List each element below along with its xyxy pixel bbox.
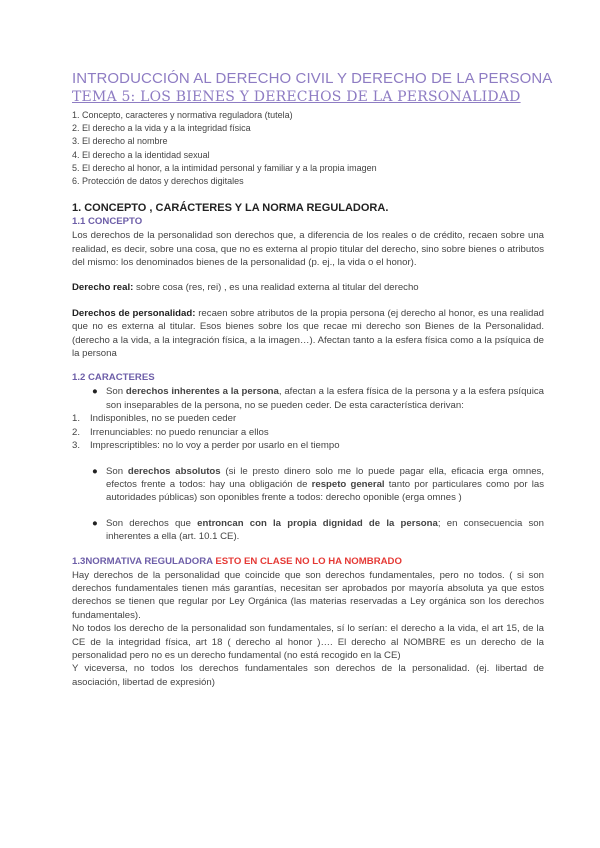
derecho-real-label: Derecho real: (72, 282, 134, 294)
topic-subtitle: TEMA 5: LOS BIENES Y DERECHOS DE LA PERSONALIDAD (72, 89, 521, 105)
numbered-item (72, 439, 544, 452)
subsection-heading-caracteres: 1.2 CARACTERES (72, 372, 155, 384)
bullet-icon: ● (92, 517, 98, 529)
normativa-heading-text: 1.3NORMATIVA REGULADORA (72, 555, 213, 567)
bullet-text: Son derechos que (106, 517, 198, 529)
bullet-text: Son (106, 386, 126, 398)
section-heading: 1. CONCEPTO , CARÁCTERES Y LA NORMA REGULADORA. (72, 202, 389, 215)
toc-item: 4. El derecho a la identidad sexual (72, 149, 210, 160)
toc-item: 6. Protección de datos y derechos digitales (72, 176, 244, 187)
caracteres-bullet-absolutos (72, 465, 544, 505)
numbered-item (72, 426, 544, 439)
bullet-icon: ● (92, 465, 98, 477)
subsection-heading-concepto: 1.1 CONCEPTO (72, 216, 143, 228)
class-note-warning: ESTO EN CLASE NO LO HA NOMBRADO (212, 555, 402, 567)
table-of-contents (72, 109, 544, 188)
normativa-paragraph: No todos los derecho de la personalidad son fundamentales, sí lo serían: el derecho a la vida, el art 15, de la CE de la integridad física, art 18 ( derecho al honor )…. El derecho al NOMBRE es un derecho de la personalidad pero no es un derecho fundamental (no está recogido en la CE) (72, 623, 544, 661)
item-text: Irrenunciables: no puedo renunciar a ellos (90, 426, 269, 438)
caracteres-bullet-inherentes (72, 385, 544, 412)
toc-item: 5. El derecho al honor, a la intimidad personal y familiar y a la propia imagen (72, 162, 377, 173)
page-content (72, 70, 553, 689)
caracteres-bullet-dignidad (72, 517, 544, 544)
subsection-heading-normativa (72, 556, 544, 567)
bullet-bold-text: respeto general (311, 478, 385, 490)
numbered-list (72, 412, 544, 452)
item-text: Imprescriptibles: no lo voy a perder por usarlo en el tiempo (90, 440, 340, 452)
concepto-paragraph: Los derechos de la personalidad son derechos que, a diferencia de los reales o de crédito, recaen sobre una realidad, es decir, sobre una cosa, que no es externa al propio titular del derecho, sino sobre bienes o atributos del mismo: los denominados bienes de la personalidad (p. ej., la vida o el honor). (72, 230, 544, 269)
bullet-text: Son (106, 465, 128, 477)
derechos-personalidad-label: Derechos de personalidad: (72, 307, 196, 319)
caracteres-list-cont (72, 465, 544, 544)
bullet-text: ; en consecuencia son inherentes a ella (art. 10.1 CE). (106, 517, 544, 543)
toc-item: 2. El derecho a la vida y a la integridad física (72, 123, 251, 134)
toc-item: 3. El derecho al nombre (72, 136, 168, 147)
normativa-paragraph: Hay derechos de la personalidad que coincide que son derechos fundamentales, pero no todos. ( si son derechos fundamentales tienen más garantías, necesitan ser aprobados por mayoría absoluta ya que estos derechos se tienen que regular por Ley Orgánica (las materias reservadas a Ley orgánica son los derechos fundamentales). (72, 569, 544, 621)
derechos-personalidad-text: recaen sobre atributos de la propia persona (ej derecho al honor, es una realidad que no es externa al titular. Esos bienes sobre los que recae mi derecho son Bienes de la Personalidad. (derecho a la vida, a la integración física, a la imagen…). Afectan tanto a la esfera física como a la psíquica de la persona (72, 307, 545, 360)
bullet-bold-text: derechos inherentes a la persona (125, 386, 279, 398)
caracteres-list (72, 385, 544, 412)
document-title: INTRODUCCIÓN AL DERECHO CIVIL Y DERECHO DE LA PERSONA (72, 70, 553, 87)
numbered-item (72, 412, 544, 425)
normativa-paragraph: Y viceversa, no todos los derechos fundamentales son derechos de la personalidad. (ej. libertad de asociación, libertad de expresión) (72, 663, 544, 688)
bullet-bold-text: derechos absolutos (127, 465, 221, 477)
bullet-bold-text: entroncan con la propia dignidad de la persona (197, 517, 438, 529)
item-number: 1. (72, 413, 81, 425)
bullet-text: tanto por particulares como por las autoridades públicas) son oponibles frente a todos: derecho oponible (erga omnes ) (106, 478, 544, 504)
derechos-personalidad-paragraph (72, 307, 544, 361)
derecho-real-paragraph (72, 281, 544, 294)
item-number: 2. (72, 426, 81, 438)
bullet-text: (si le presto dinero solo me lo puede pagar ella, eficacia erga omnes, efectos frente a todos: hay una obligación de (106, 465, 544, 490)
item-number: 3. (72, 440, 81, 452)
bullet-text: , afectan a la esfera física de la persona y a la esfera psíquica son inseparables de la persona, no se pueden ceder. De esta característica derivan: (106, 386, 544, 411)
item-text: Indisponibles, no se pueden ceder (90, 413, 237, 425)
derecho-real-text: sobre cosa (res, rei) , es una realidad externa al titular del derecho (133, 282, 419, 294)
bullet-icon: ● (92, 386, 98, 398)
toc-item: 1. Concepto, caracteres y normativa reguladora (tutela) (72, 110, 293, 120)
